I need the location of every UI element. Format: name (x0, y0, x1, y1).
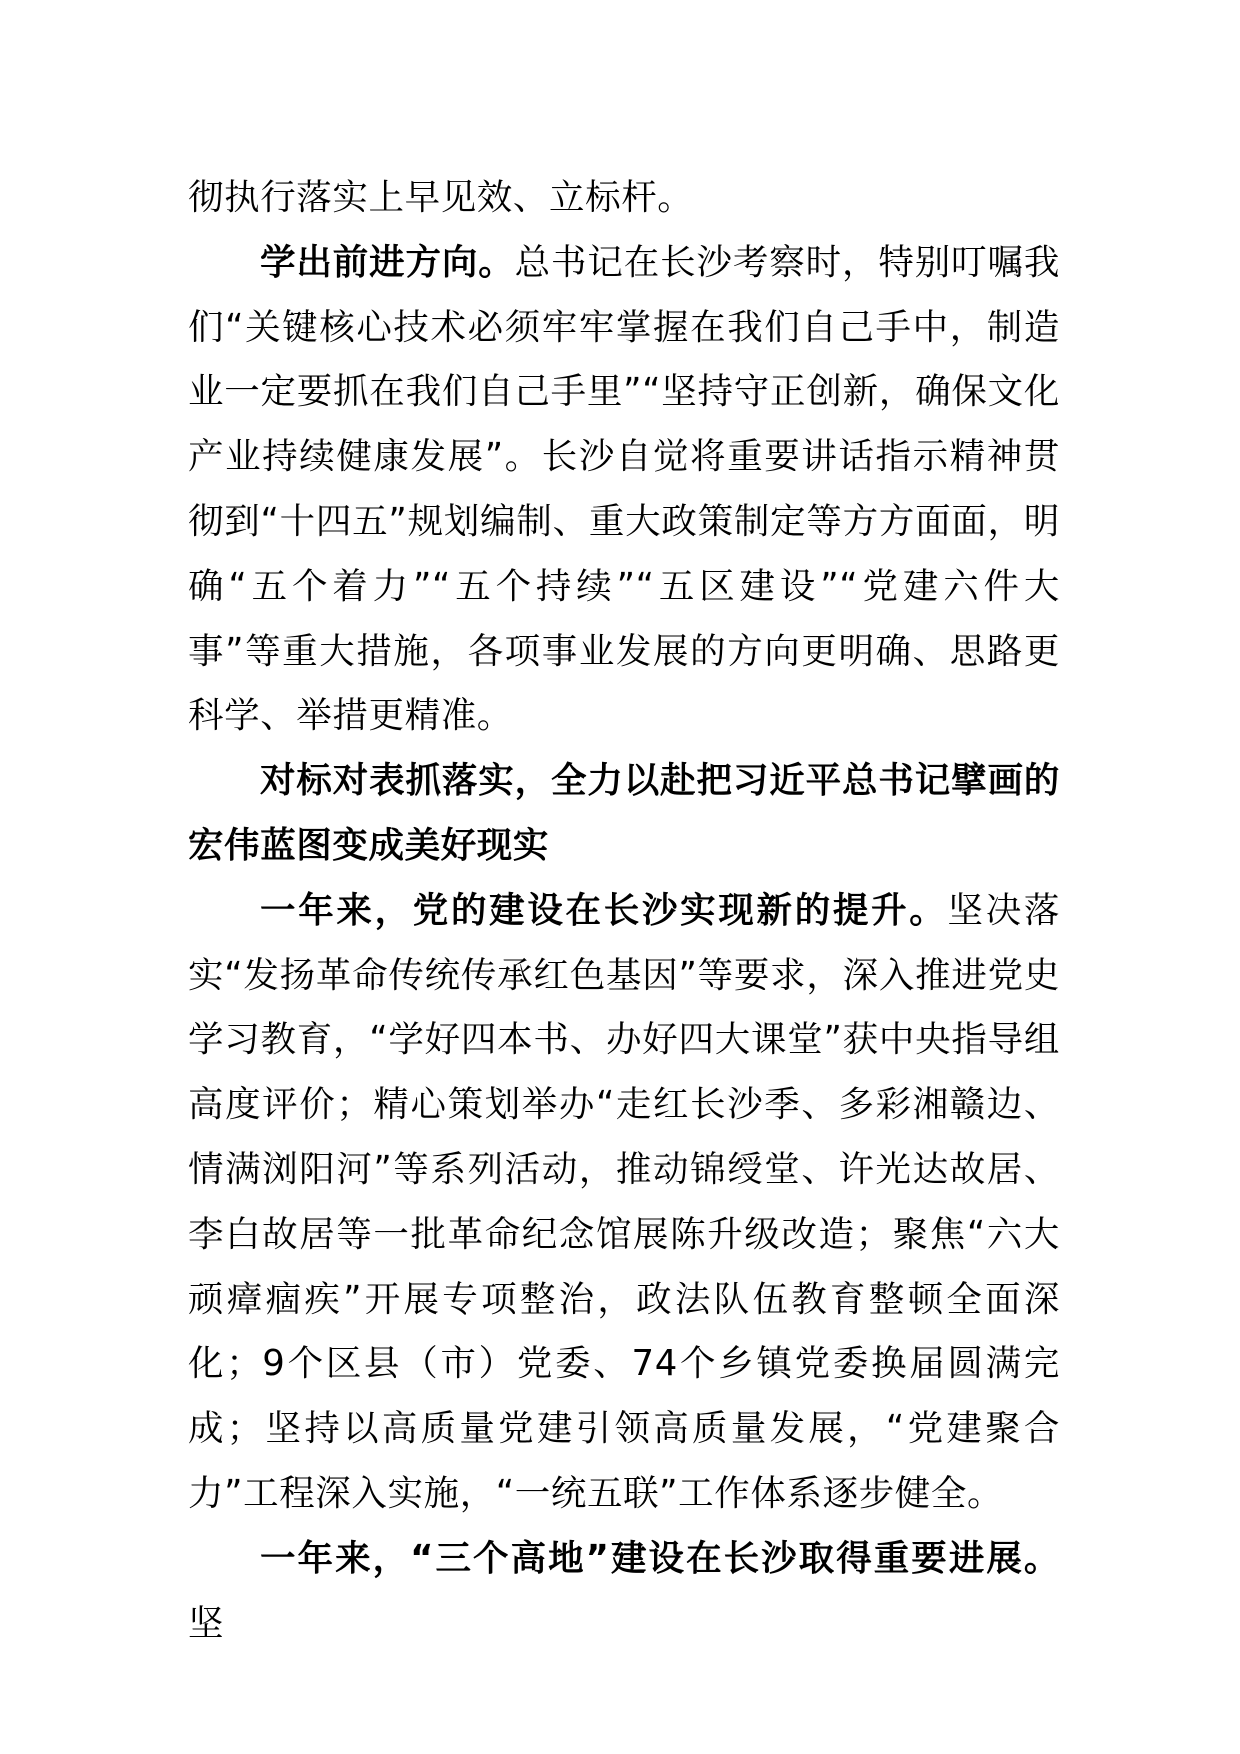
section-heading: 对标对表抓落实，全力以赴把习近平总书记擘画的宏伟蓝图变成美好现实 (188, 760, 1060, 866)
paragraph-three-highlands (188, 1527, 1060, 1657)
paragraph-party-building (188, 879, 1060, 1527)
paragraph-lead: 一年来，党的建设在长沙实现新的提升。 (260, 889, 948, 931)
paragraph-lead: 学出前进方向。 (260, 241, 515, 283)
paragraph-text: 总书记在长沙考察时，特别叮嘱我们“关键核心技术必须牢牢掌握在我们自己手中，制造业一定要抓在我们自己手里”“坚持守正创新，确保文化产业持续健康发展”。长沙自觉将重要讲话指示精神贯彻到“十四五”规划编制、重大政策制定等方方面面，明确“五个着力”“五个持续”“五区建设”“党建六件大事”等重大措施，各项事业发展的方向更明确、思路更科学、举措更精准。 (188, 241, 1060, 737)
document-body (188, 166, 1060, 1656)
paragraph-text: 坚 (188, 1602, 225, 1644)
paragraph-text: 彻执行落实上早见效、立标杆。 (188, 177, 694, 218)
paragraph-lead: 一年来，“三个高地”建设在长沙取得重要进展。 (260, 1537, 1060, 1579)
paragraph-continuation (188, 166, 1060, 231)
paragraph-text: 坚决落实“发扬革命传统传承红色基因”等要求，深入推进党史学习教育，“学好四本书、办好四大课堂”获中央指导组高度评价；精心策划举办“走红长沙季、多彩湘赣边、情满浏阳河”等系列活动，推动锦绶堂、许光达故居、李白故居等一批革命纪念馆展陈升级改造；聚焦“六大顽瘴痼疾”开展专项整治，政法队伍教育整顿全面深化；9个区县（市）党委、74个乡镇党委换届圆满完成；坚持以高质量党建引领高质量发展，“党建聚合力”工程深入实施，“一统五联”工作体系逐步健全。 (188, 889, 1060, 1514)
paragraph-direction (188, 231, 1060, 749)
